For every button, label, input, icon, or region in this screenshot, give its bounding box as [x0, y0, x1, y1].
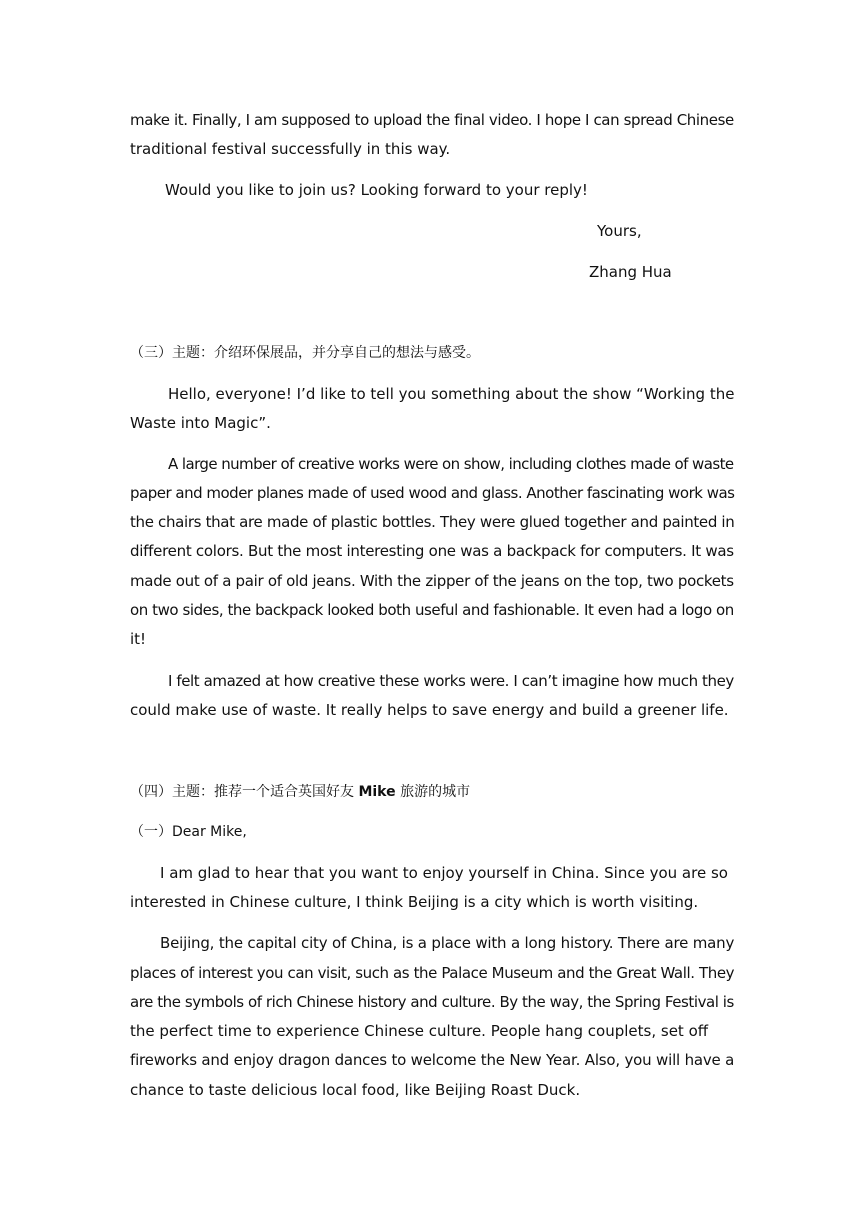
body-text-line: it! — [130, 630, 147, 648]
letter-closing: Yours, — [597, 222, 642, 240]
body-text-line: places of interest you can visit, such as the Palace Museum and the Great Wall. They — [130, 964, 735, 982]
section-heading: （三）主题：介绍环保展品，并分享自己的想法与感受。 — [130, 345, 480, 361]
body-text-line: different colors. But the most interesting one was a backpack for computers. It was — [130, 542, 734, 560]
body-text-line: make it. Finally, I am supposed to upload the final video. I hope I can spread Chinese — [130, 111, 734, 129]
body-text-line: interested in Chinese culture, I think Beijing is a city which is worth visiting. — [130, 893, 699, 911]
body-text-line: traditional festival successfully in this way. — [130, 140, 451, 158]
body-text-line: made out of a pair of old jeans. With the zipper of the jeans on the top, two pockets — [130, 572, 734, 590]
letter-greeting: （一）Dear Mike, — [130, 824, 247, 840]
body-text-line: fireworks and enjoy dragon dances to welcome the New Year. Also, you will have a — [130, 1051, 735, 1069]
body-text-line: are the symbols of rich Chinese history and culture. By the way, the Spring Festival is — [130, 993, 734, 1011]
body-text-line: A large number of creative works were on show, including clothes made of waste — [168, 455, 734, 473]
body-text-line: chance to taste delicious local food, like Beijing Roast Duck. — [130, 1081, 581, 1099]
body-text-line: on two sides, the backpack looked both useful and fashionable. It even had a logo on — [130, 601, 734, 619]
body-text-line: I am glad to hear that you want to enjoy yourself in China. Since you are so — [160, 864, 728, 882]
body-text-line: I felt amazed at how creative these works were. I can’t imagine how much they — [168, 672, 734, 690]
body-text-line: Beijing, the capital city of China, is a place with a long history. There are many — [160, 934, 735, 952]
body-text-line: Hello, everyone! I’d like to tell you something about the show “Working the — [168, 385, 735, 403]
body-text-line: the chairs that are made of plastic bottles. They were glued together and painted in — [130, 513, 735, 531]
body-text-line: Waste into Magic”. — [130, 414, 271, 432]
body-text-line: the perfect time to experience Chinese culture. People hang couplets, set off — [130, 1022, 709, 1040]
body-text-line: Would you like to join us? Looking forward to your reply! — [165, 181, 588, 199]
letter-signature: Zhang Hua — [589, 263, 672, 281]
section-heading-prefix: （四）主题：推荐一个适合英国好友 — [130, 784, 359, 800]
body-text-line: paper and moder planes made of used wood and glass. Another fascinating work was — [130, 484, 735, 502]
section-heading — [130, 782, 470, 802]
section-heading-name: Mike — [358, 784, 396, 800]
section-heading-suffix: 旅游的城市 — [395, 784, 471, 800]
body-text-line: could make use of waste. It really helps to save energy and build a greener life. — [130, 701, 729, 719]
